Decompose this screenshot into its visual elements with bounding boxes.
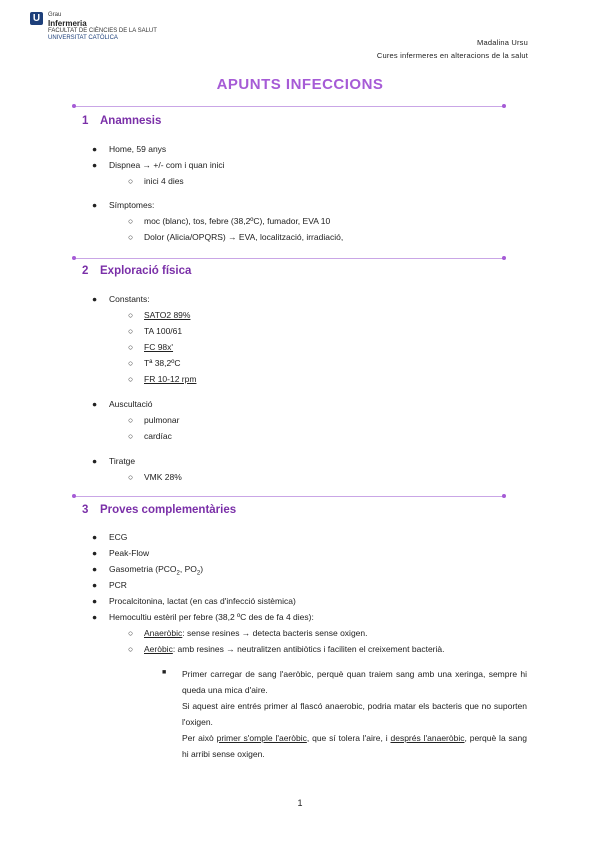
bullet-hollow: ○ <box>128 216 134 226</box>
list-subitem: Tª 38,2ºC <box>144 358 181 368</box>
bullet-hollow: ○ <box>128 415 134 425</box>
document-title: APUNTS INFECCIONS <box>216 76 384 93</box>
section-heading <box>82 265 191 277</box>
logo <box>30 12 157 42</box>
gaso-text: Gasometria (PCO <box>109 564 177 574</box>
subitem-text: : amb resines → neutralitzen antibiòtics i faciliten el creixement bacterià. <box>172 644 445 654</box>
section-heading <box>82 115 161 127</box>
list-item: Dispnea → +/- com i quan inici <box>109 160 225 170</box>
bullet-filled: ● <box>92 294 98 304</box>
bullet-hollow: ○ <box>128 326 134 336</box>
list-subitem: FR 10-12 rpm <box>144 374 197 384</box>
list-subitem <box>144 628 368 638</box>
page-number: 1 <box>297 798 303 808</box>
section-divider <box>74 258 504 259</box>
bullet-hollow: ○ <box>128 176 134 186</box>
bullet-filled: ● <box>92 399 98 409</box>
bullet-filled: ● <box>92 144 98 154</box>
note-line: Primer carregar de sang l'aeròbic, perquè quan traiem sang amb una xeringa, sempre hi queda una mica d'aire. <box>182 669 527 695</box>
bullet-hollow: ○ <box>128 431 134 441</box>
note-paragraph <box>182 666 527 762</box>
list-subitem <box>144 644 444 654</box>
list-subitem: TA 100/61 <box>144 326 183 336</box>
section-number: 2 <box>82 265 89 277</box>
logo-mark: U <box>30 12 43 25</box>
author-name: Madalina Ursu <box>477 38 528 47</box>
section-divider <box>74 106 504 107</box>
list-item: Procalcitonina, lactat (en cas d'infecció sistèmica) <box>109 596 296 606</box>
course-name: Cures infermeres en alteracions de la salut <box>376 51 528 60</box>
list-item: Hemocultiu estèril per febre (38,2 ºC des de fa 4 dies): <box>109 612 314 622</box>
divider-dot <box>72 256 76 260</box>
divider-dot <box>502 104 506 108</box>
list-subitem: pulmonar <box>144 415 180 425</box>
subitem-label: Anaeròbic <box>144 628 183 638</box>
bullet-hollow: ○ <box>128 472 134 482</box>
section-divider <box>74 496 504 497</box>
bullet-hollow: ○ <box>128 342 134 352</box>
bullet-hollow: ○ <box>128 310 134 320</box>
divider-dot <box>502 494 506 498</box>
section-title: Proves complementàries <box>100 504 237 516</box>
list-item <box>109 564 203 577</box>
bullet-filled: ● <box>92 200 98 210</box>
gaso-subscript: 2 <box>196 570 201 577</box>
note-text: Per això <box>182 733 217 743</box>
gaso-mid: , PO <box>179 564 197 574</box>
logo-line3: FACULTAT DE CIÈNCIES DE LA SALUT <box>48 28 157 34</box>
bullet-hollow: ○ <box>128 628 134 638</box>
list-subitem: VMK 28% <box>144 472 182 482</box>
bullet-hollow: ○ <box>128 232 134 242</box>
divider-dot <box>72 494 76 498</box>
note-text: , perquè la sang hi arribi sense oxigen. <box>182 733 527 759</box>
list-item: Tiratge <box>109 456 136 466</box>
list-item: Home, 59 anys <box>109 144 167 154</box>
note-emphasis: primer s'omple l'aeròbic <box>216 733 307 743</box>
list-subitem: inici 4 dies <box>144 176 184 186</box>
logo-line1: Grau <box>48 12 62 18</box>
section-number: 3 <box>82 504 89 516</box>
bullet-filled: ● <box>92 580 98 590</box>
note-emphasis: després l'anaeròbic <box>390 733 465 743</box>
gaso-end: ) <box>200 564 204 574</box>
logo-line2: Infermeria <box>48 19 87 28</box>
subitem-label: Aeròbic <box>144 644 173 654</box>
divider-dot <box>502 256 506 260</box>
bullet-filled: ● <box>92 532 98 542</box>
bullet-hollow: ○ <box>128 644 134 654</box>
bullet-hollow: ○ <box>128 374 134 384</box>
section-title: Exploració física <box>100 265 192 277</box>
bullet-filled: ● <box>92 456 98 466</box>
list-subitem: moc (blanc), tos, febre (38,2ºC), fumador, EVA 10 <box>144 216 331 226</box>
list-subitem: cardíac <box>144 431 172 441</box>
subitem-text: : sense resines → detecta bacteris sense oxigen. <box>182 628 368 638</box>
bullet-square: ■ <box>162 669 167 676</box>
bullet-hollow: ○ <box>128 358 134 368</box>
header-info <box>377 36 528 62</box>
list-item: Auscultació <box>109 399 153 409</box>
bullet-filled: ● <box>92 564 98 574</box>
logo-line4: UNIVERSITAT CATÒLICA <box>48 35 118 41</box>
bullet-filled: ● <box>92 596 98 606</box>
section-title: Anamnesis <box>100 115 162 127</box>
gaso-subscript: 2 <box>176 570 180 577</box>
list-subitem: SATO2 89% <box>144 310 191 320</box>
bullet-filled: ● <box>92 548 98 558</box>
note-text: , que sí tolera l'aire, i <box>306 733 391 743</box>
note-line: Si aquest aire entrés primer al flascó anaerobic, podria matar els bacteris que no suporten l'oxigen. <box>182 701 527 727</box>
divider-dot <box>72 104 76 108</box>
list-item: Símptomes: <box>109 200 155 210</box>
section-number: 1 <box>82 115 89 127</box>
logo-text <box>48 12 157 42</box>
bullet-filled: ● <box>92 160 98 170</box>
list-item: PCR <box>109 580 127 590</box>
section-heading <box>82 504 236 516</box>
list-subitem: FC 98x' <box>144 342 174 352</box>
list-subitem: Dolor (Alicia/OPQRS) → EVA, localització, irradiació, <box>144 232 344 242</box>
bullet-filled: ● <box>92 612 98 622</box>
note-line <box>182 730 527 762</box>
list-item: Peak-Flow <box>109 548 150 558</box>
list-item: Constants: <box>109 294 150 304</box>
list-item: ECG <box>109 532 128 542</box>
